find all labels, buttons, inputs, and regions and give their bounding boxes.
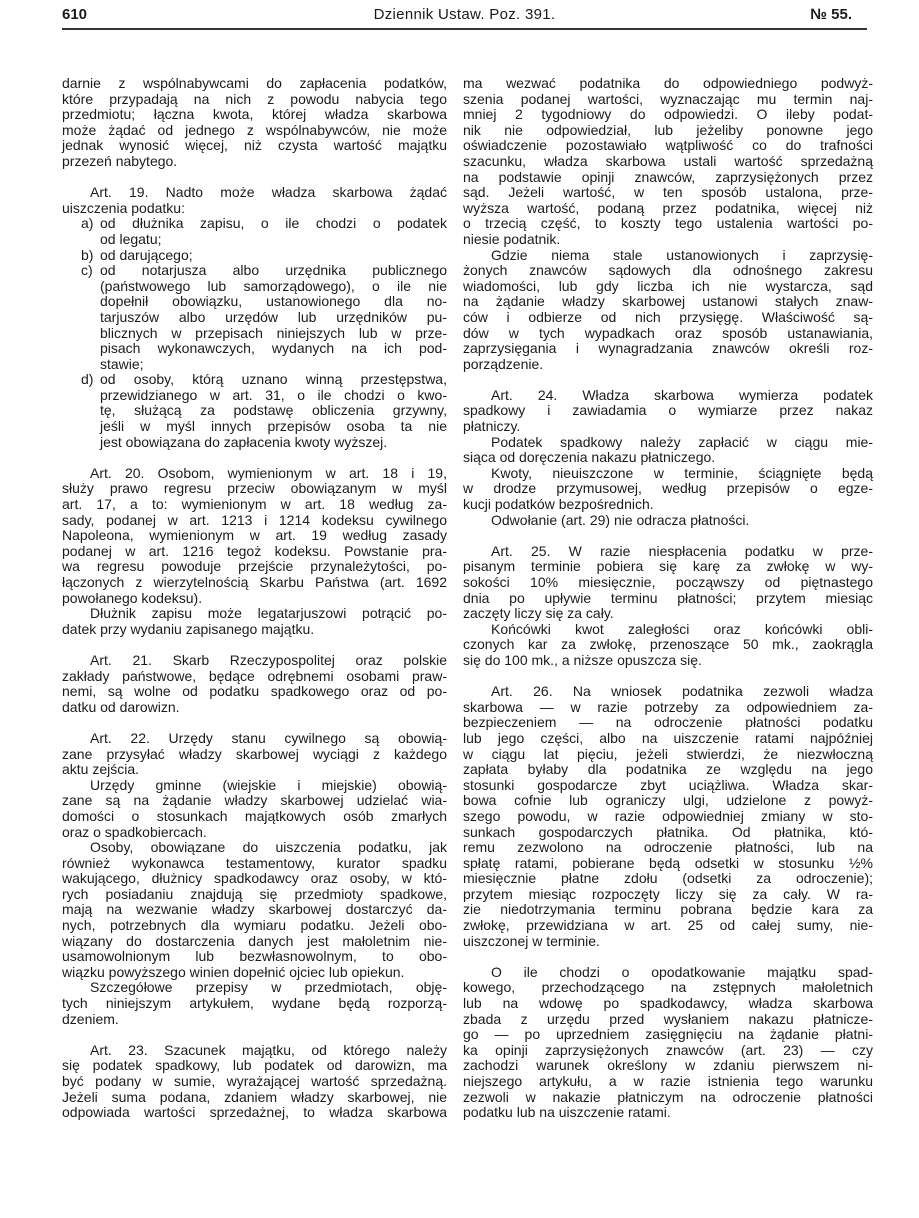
text-line: w ciągu lat pięciu, jeżeli stwierdzi, że niezwłoczną	[463, 745, 873, 762]
text-line: Osoby, obowiązane do uiszczenia podatku, jak	[90, 839, 447, 856]
article-paragraph	[62, 653, 447, 715]
text-line: w drodze przymusowej, według przepisów o egze-	[463, 480, 873, 497]
text-line: wa regresu powoduje przejście przynależytości, po-	[62, 558, 447, 575]
text-line: przewidzianego w art. 31, o ile chodzi o kwo-	[100, 386, 447, 403]
text-line: od legatu;	[100, 230, 162, 247]
list-item-label: d)	[81, 371, 94, 388]
list-item	[62, 248, 447, 264]
article-paragraph	[463, 388, 873, 435]
text-line: bezpieczeniem — na odroczenie płatności podatku	[463, 714, 873, 731]
text-line: Kwoty, nieuiszczone w terminie, ściągnięte będą	[491, 464, 873, 481]
text-line: tarjuszów albo urzędów lub urzędników pu-	[100, 308, 447, 325]
text-line: sunkach gospodarczych płatnika. Od płatnika, któ-	[463, 823, 873, 840]
text-paragraph	[463, 466, 873, 513]
text-line: stawie;	[100, 355, 144, 372]
text-line: płatniczy.	[463, 418, 521, 435]
text-line: go — po uprzedniem zasięgnięciu na żądanie płatni-	[463, 1026, 873, 1043]
text-line: Art. 26. Na wniosek podatnika zezwoli władza	[491, 683, 873, 700]
text-line: nik nie odpowiedział, lub jeżeliby ponowne jego	[463, 121, 873, 138]
text-paragraph	[62, 980, 447, 1027]
text-line: które przypadają na nich z powodu nabycia tego	[62, 90, 447, 107]
text-line: niesie podatnik.	[463, 230, 561, 247]
text-line: wyższa wartość, podaną przez podatnika, więcej niż	[463, 199, 873, 216]
text-line: odpowiada wartości sprzedażnej, to władza skarbowa	[62, 1104, 447, 1121]
text-line: datku od darowizn.	[62, 698, 180, 715]
text-line: na żądanie władzy skarbowej ustanowi stałych znaw-	[463, 293, 873, 310]
text-line: podatku lub na uiszczenie ratami.	[463, 1104, 671, 1121]
text-line: niejszego artykułu, a w razie istnienia tego warunku	[463, 1073, 873, 1089]
text-line: się podatek spadkowy, lub podatek od darowizn, ma	[62, 1057, 447, 1074]
text-line: usamowolnionym lub bezwłasnowolnym, to obo-	[62, 948, 447, 965]
text-line: szenia podanej wartości, wyznaczając mu termin naj-	[463, 90, 873, 107]
text-line: na podstawie opinji znawców, zaprzysiężonych przez	[463, 168, 873, 185]
issue-number: № 55.	[810, 6, 852, 23]
text-line: od darującego;	[100, 246, 193, 263]
text-line: O ile chodzi o opodatkowanie majątku spad-	[491, 963, 873, 980]
text-line: sady, podanej w art. 1213 i 1214 kodeksu cywilnego	[62, 511, 447, 528]
text-line: od notarjusza albo urzędnika publicznego	[100, 262, 447, 279]
text-line: oświadczenie pozostawiało wątpliwość co do trafności	[463, 137, 873, 154]
text-line: bowa cofnie lub ograniczy ulgi, udzielone z powyż-	[463, 792, 873, 809]
text-line: (państwowego lub samorządowego), o ile nie	[100, 277, 447, 294]
article-paragraph	[62, 466, 447, 606]
text-paragraph	[463, 622, 873, 669]
article-paragraph	[62, 185, 447, 216]
text-line: mniej 2 tygodniowy do odpowiedzi. O ileby podat-	[463, 106, 873, 123]
text-line: Dłużnik zapisu może legatarjuszowi potrącić po-	[90, 605, 447, 622]
text-line: zwłokę, przewidziana w art. 25 od całej sumy, nie-	[463, 917, 873, 934]
text-line: remu zezwolono na odroczenie płatności, lub na	[463, 839, 873, 856]
text-line: darnie z wspólnabywcami do zapłacenia podatków,	[62, 75, 447, 91]
text-line: Urzędy gminne (wiejskie i miejskie) obowią-	[90, 776, 447, 793]
text-line: czonych kar za zwłokę, przenoszące 50 mk., zaokrągla	[463, 636, 873, 653]
text-paragraph	[463, 76, 873, 248]
text-line: zane przysyłać władzy skarbowej wyciągi z każdego	[62, 745, 447, 762]
text-line: jeśli w myśl innych przepisów osoba ta nie	[100, 418, 447, 435]
text-line: może żądać od jednego z wspólnabywców, nie może	[62, 121, 447, 138]
list-item-label: b)	[81, 246, 94, 263]
text-line: tych niniejszym artykułem, wydane będą rozporzą-	[62, 995, 447, 1012]
text-line: uiszczonej w terminie.	[463, 932, 600, 949]
text-line: datek przy wydaniu zapisanego majątku.	[62, 620, 315, 637]
text-line: oraz o spadkobiercach.	[62, 823, 207, 840]
text-line: zie niedotrzymania terminu pobrana będzie kara za	[463, 901, 873, 918]
text-line: stosunki gospodarcze zbyt uciążliwa. Władza skar-	[463, 776, 873, 793]
text-line: zakłady państwowe, będące odrębnemi osobami praw-	[62, 667, 447, 684]
text-line: zaprzysięgania i wynagradzania znawców określi roz-	[463, 340, 873, 357]
list-item	[62, 216, 447, 247]
text-line: porządzenie.	[463, 355, 544, 372]
page-number: 610	[62, 6, 88, 23]
text-line: nych, potrzebnych dla wymiaru podatku. Jeżeli obo-	[62, 917, 447, 934]
text-line: siąca od doręczenia nakazu płatniczego.	[463, 449, 716, 466]
text-line: żonych znawców sądowych dla odnośnego zakresu	[463, 262, 873, 279]
text-line: skarbowa — w razie potrzeby za odpowiedniem za-	[463, 698, 873, 715]
text-line: zbada z urzędu przed wysłaniem nakazu płatnicze-	[463, 1010, 873, 1027]
text-line: pisach wykonawczych, wydanych na ich pod-	[100, 340, 447, 357]
text-line: Napoleona, wymienionym w art. 19 według zasady	[62, 527, 447, 544]
text-line: podanej w art. 1216 tegoż kodeksu. Powstanie pra-	[62, 542, 447, 559]
text-line: Art. 25. W razie niespłacenia podatku w prze-	[491, 542, 873, 559]
list-item-label: a)	[81, 215, 94, 232]
text-line: przytem miesiąc rozpoczęty liczy się za cały. W ra-	[463, 885, 873, 902]
text-line: mają na wezwanie władzy skarbowej dostarczyć da-	[62, 901, 447, 918]
text-line: Art. 22. Urzędy stanu cywilnego są obowią-	[90, 729, 447, 746]
text-line: spłatę ratami, pobierane będą odsetki w stosunku ½%	[463, 854, 873, 871]
text-paragraph	[62, 840, 447, 980]
article-paragraph	[62, 1043, 447, 1121]
text-line: przedmiotu; łączna kwota, której władza skarbowa	[62, 106, 447, 123]
text-line: szego powodu, w razie odpowiedniej zmiany w sto-	[463, 807, 873, 824]
text-paragraph	[62, 606, 447, 637]
text-line: blicznych w przepisach niniejszych lub w prze-	[100, 324, 447, 341]
text-line: spadkowy i zawiadamia o wymiarze przez nakaz	[463, 402, 873, 419]
text-line: ców i odbierze od nich przysięgę. Właściwość są-	[463, 308, 873, 325]
text-line: Art. 19. Nadto może władza skarbowa żądać	[90, 184, 447, 201]
text-line: być podany w sumie, wyrażającej wartość sprzedażną.	[62, 1073, 447, 1089]
text-line: art. 17, a to: wymienionym w art. 18 według za-	[62, 496, 447, 513]
article-paragraph	[463, 965, 873, 1121]
text-line: Art. 23. Szacunek majątku, od którego należy	[90, 1041, 447, 1058]
text-line: tę, służącą za podstawę obliczenia grzywny,	[100, 402, 447, 419]
list-item	[62, 372, 447, 450]
text-line: zapłata byłaby dla podatnika ze względu na jego	[463, 761, 873, 778]
text-line: Gdzie niema stale ustanowionych i zaprzysię-	[491, 246, 873, 263]
text-line: zane są na żądanie władzy skarbowej udzielać wia-	[62, 792, 447, 809]
article-paragraph	[463, 544, 873, 622]
text-line: wakującego, dłużnicy spadkodawcy oraz osoby, w któ-	[62, 870, 447, 887]
text-line: dzeniem.	[62, 1010, 119, 1027]
text-line: zaczęty liczy się za cały.	[463, 605, 614, 622]
text-line: Art. 20. Osobom, wymienionym w art. 18 i 19,	[90, 464, 447, 481]
text-line: sokości 10% miesięcznie, począwszy od piętnastego	[463, 574, 873, 590]
list-item	[62, 263, 447, 372]
text-line: Odwołanie (art. 29) nie odracza płatności.	[491, 511, 750, 528]
journal-title: Dziennik Ustaw. Poz. 391.	[373, 6, 556, 23]
text-line: Art. 21. Skarb Rzeczypospolitej oraz polskie	[90, 651, 447, 668]
text-line: dopełnił obowiązku, ustanowionego dla no-	[100, 293, 447, 310]
text-line: wiązku powyższego winien dopełnić ojciec lub opiekun.	[62, 963, 405, 980]
text-line: sąd. Jeżeli wartość, w ten sposób ustalona, prze-	[463, 184, 873, 201]
text-line: kowego, przechodzącego na zstępnych małoletnich	[463, 979, 873, 996]
text-line: wiązany do dostarczenia danych jest małoletnim nie-	[62, 932, 447, 949]
text-line: przezeń nabytego.	[62, 152, 178, 169]
text-paragraph	[463, 435, 873, 466]
text-line: zezwoli w nakazie płatniczym na odroczenie płatności	[463, 1088, 873, 1105]
right-column	[463, 76, 873, 1121]
text-line: aktu zejścia.	[62, 761, 140, 778]
list-item-label: c)	[81, 262, 93, 279]
text-paragraph	[463, 248, 873, 373]
text-line: szacunku, władza skarbowa ustali wartość sprzedażną	[463, 152, 873, 169]
text-line: Jeżeli suma podana, zdaniem władzy skarbowej, nie	[62, 1088, 447, 1105]
text-line: zachodzi warunek określony w zdaniu pierwszem ni-	[463, 1057, 873, 1074]
text-line: jest obowiązana do zapłacenia kwoty wyższej.	[100, 433, 388, 450]
article-paragraph	[463, 684, 873, 949]
text-line: domości o stosunkach majątkowych osób zmarłych	[62, 807, 447, 824]
text-line: dnia po upływie terminu płatności; przytem miesiąc	[463, 589, 873, 606]
text-line: uiszczenia podatku:	[62, 199, 185, 216]
text-line: o trzecią część, to koszty tego ustalenia wartości po-	[463, 215, 873, 232]
text-line: Art. 24. Władza skarbowa wymierza podatek	[491, 386, 873, 403]
text-line: powołanego kodeksu).	[62, 589, 203, 606]
text-line: od dłużnika zapisu, o ile chodzi o podatek	[100, 215, 447, 232]
text-line: kucji podatków bezpośrednich.	[463, 496, 654, 513]
text-line: pisanym terminie pobiera się karę za zwłokę w wy-	[463, 558, 873, 575]
article-paragraph	[62, 731, 447, 778]
text-line: rych posiadaniu znajdują się przedmioty spadkowe,	[62, 885, 447, 902]
page-header	[62, 6, 867, 28]
text-line: się do 100 mk., a niższe opuszcza się.	[463, 651, 702, 668]
text-paragraph	[463, 513, 873, 529]
header-rule	[62, 28, 867, 30]
text-line: miesięcznie płatne zdołu (odsetki za odroczenie);	[463, 870, 873, 887]
text-paragraph	[62, 76, 447, 170]
text-line: Podatek spadkowy należy zapłacić w ciągu mie-	[491, 433, 873, 450]
text-line: wiadomości, lub gdy liczba ich nie wystarcza, sąd	[463, 277, 873, 294]
text-line: również wykonawca testamentowy, kurator spadku	[62, 854, 447, 871]
left-column	[62, 76, 447, 1121]
text-line: nemi, są wolne od podatku spadkowego oraz od po-	[62, 683, 447, 700]
text-line: lub na wdowę po spadkodawcy, władza skarbowa	[463, 995, 873, 1012]
text-paragraph	[62, 778, 447, 840]
text-line: ka opinji zaprzysiężonych znawców (art. 23) — czy	[463, 1041, 873, 1058]
text-line: Szczegółowe przepisy w przedmiotach, obję-	[90, 979, 447, 996]
text-line: ma wezwać podatnika do odpowiedniego podwyż-	[463, 75, 873, 91]
text-line: jednak wynosić więcej, niż czysta wartość majątku	[62, 137, 447, 154]
text-line: służy prawo regresu przeciw obowiązanym w myśl	[62, 480, 447, 497]
text-line: od osoby, którą uznano winną przestępstwa,	[100, 371, 447, 388]
text-line: Końcówki kwot zaległości oraz końcówki obli-	[491, 620, 873, 637]
text-line: łączonych z wierzytelnością Skarbu Państwa (art. 1692	[62, 574, 447, 590]
text-line: dów w tych wypadkach oraz sposób ustanawiania,	[463, 324, 873, 341]
text-line: lub jego części, albo na uiszczenie ratami najpóźniej	[463, 729, 873, 746]
